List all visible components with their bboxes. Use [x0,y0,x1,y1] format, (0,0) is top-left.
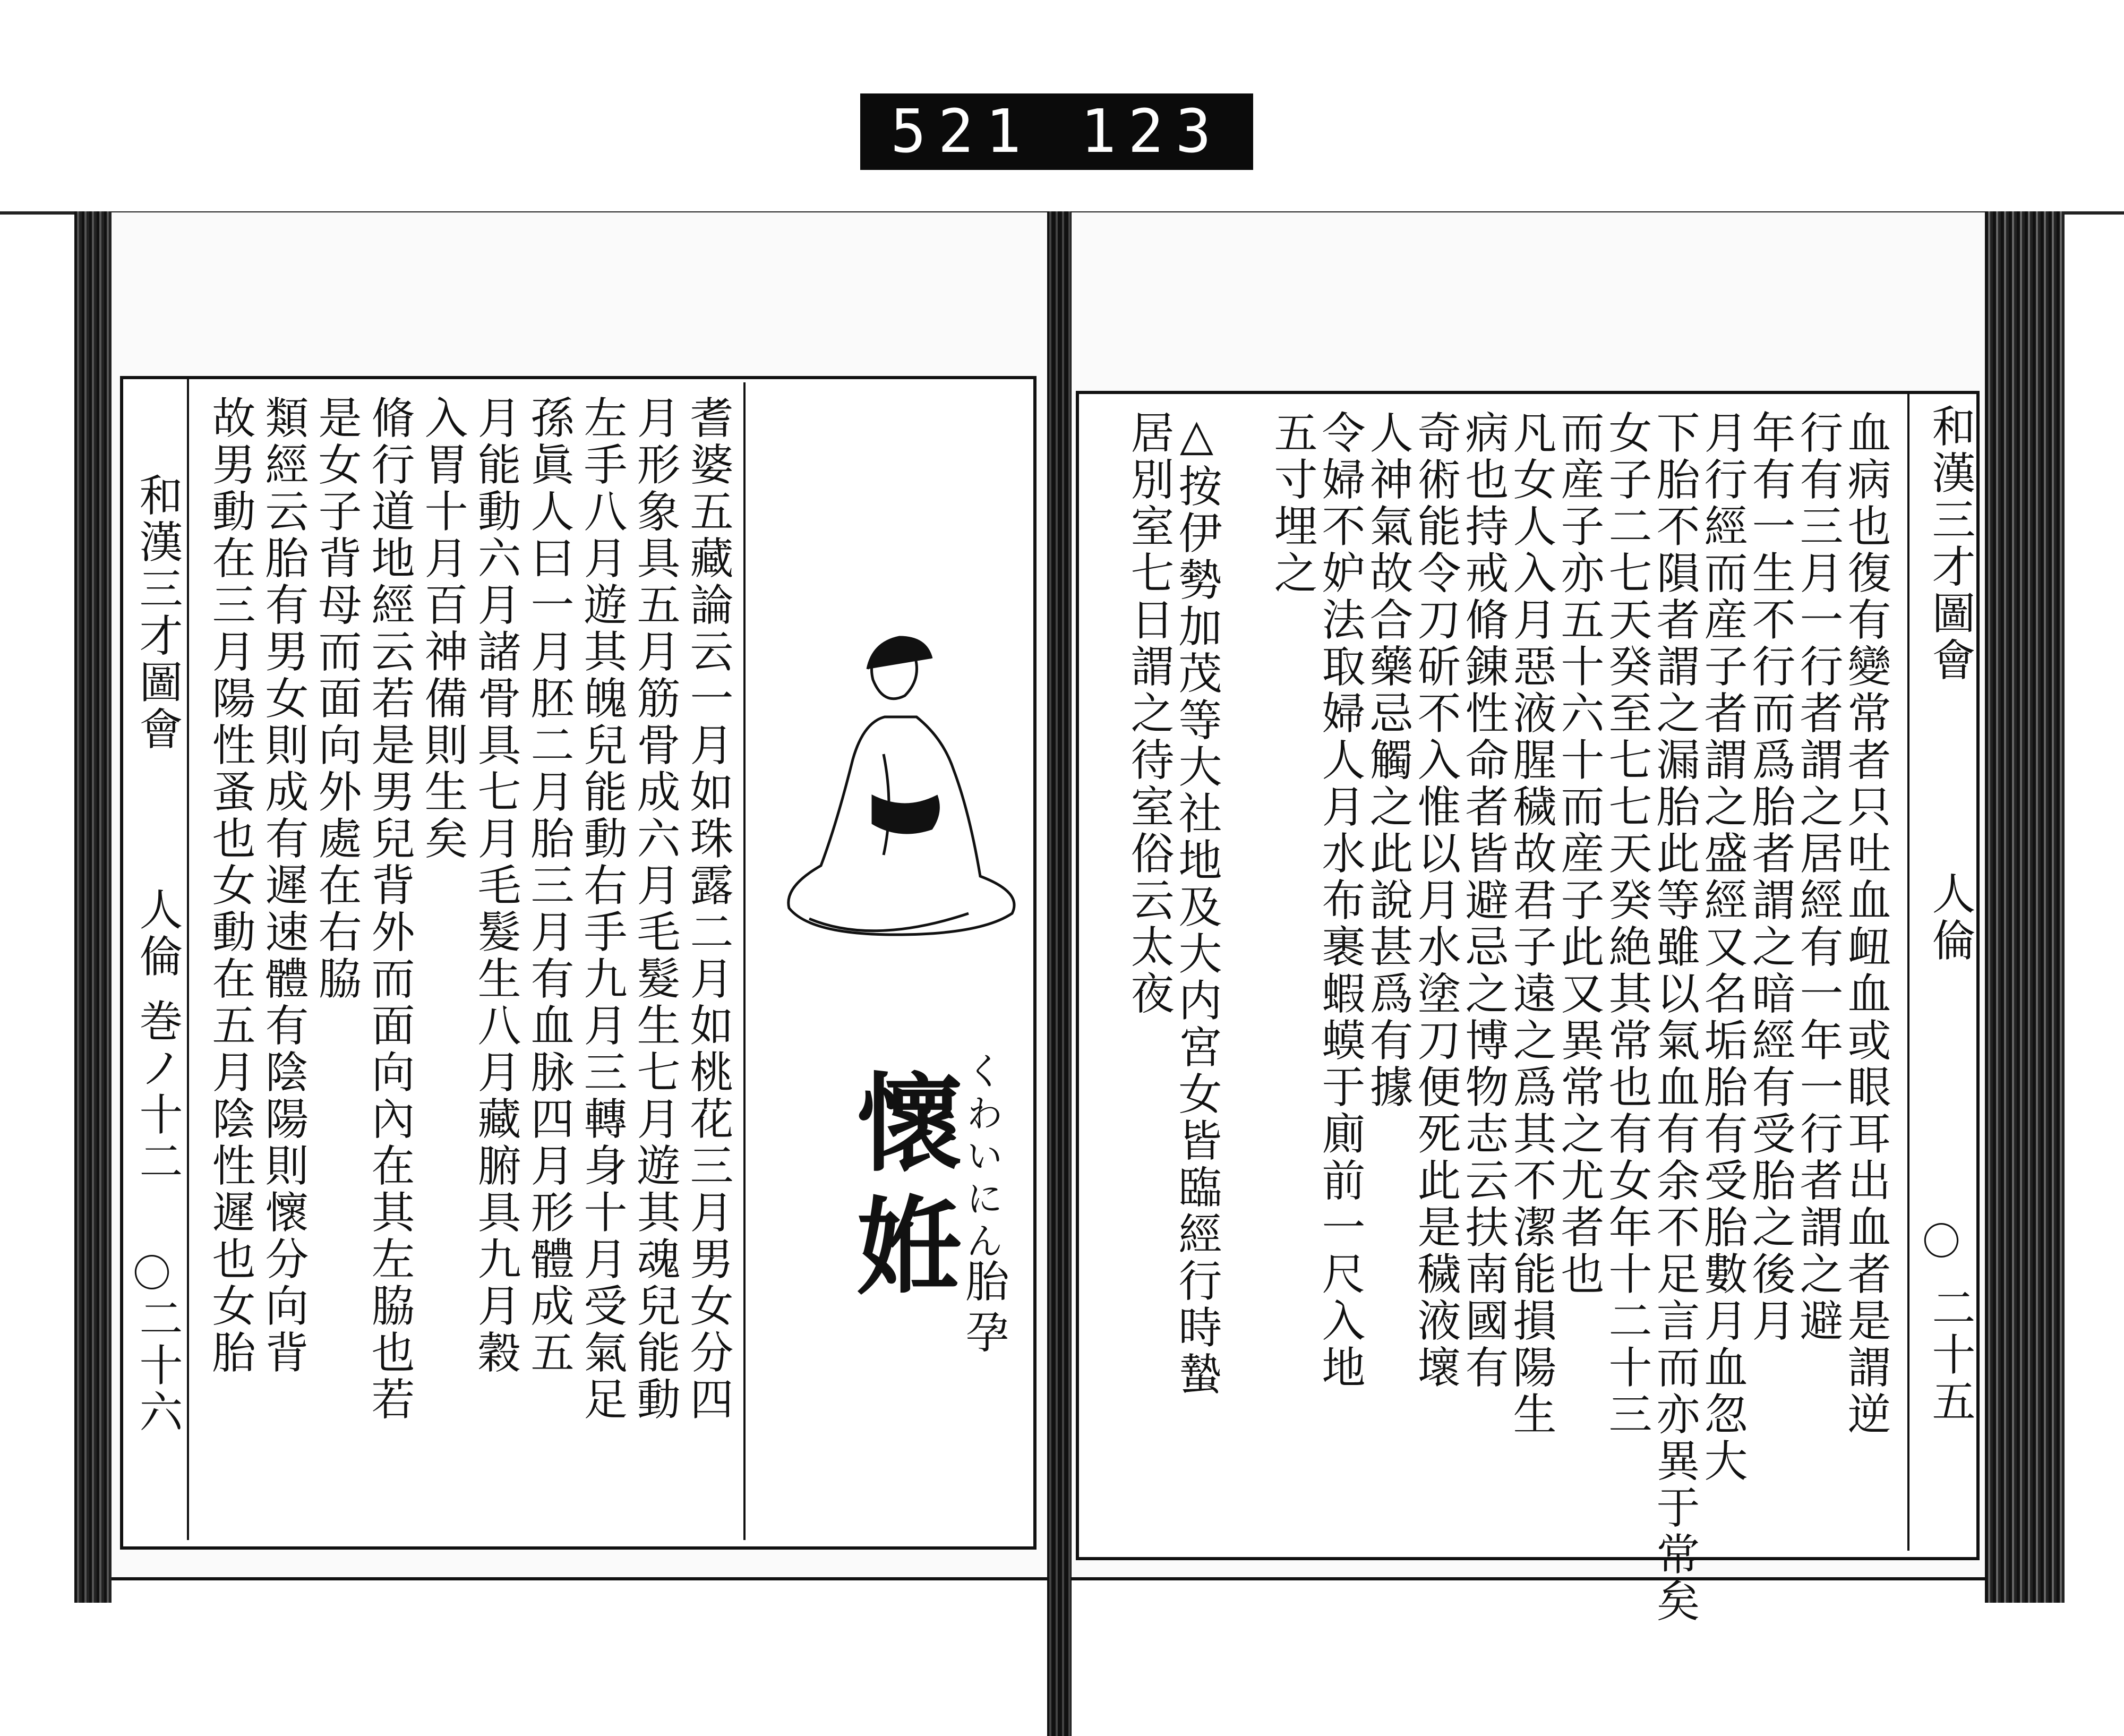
left-text-column: 入胃十月百神備則生矣 [417,395,468,862]
illustration-panel [743,382,1028,1011]
right-text-column: △按伊勢加茂等大社地及大内宮女皆臨經行時蟄 [1171,410,1222,1398]
left-page-number: 二十六 [132,1296,183,1436]
right-text-column: 月行經而産子者謂之盛經又名垢胎有受胎數月血忽大 [1697,410,1748,1485]
left-text-column: 左手八月遊其魄兒能動右手九月三轉身十月受氣足 [577,395,627,1423]
right-page-frame [1076,391,1980,1625]
right-text-column: 血病也復有變常者只吐血衄血或眼耳出血者是謂逆 [1840,410,1891,1438]
right-text-column: 年有一生不行而爲胎者謂之暗經有受胎之後月 [1745,410,1795,1345]
left-text-column: 是女子背母而面向外處在右脇 [311,395,362,1003]
seated-woman-illustration [746,382,1028,1009]
entry-title: 懷姙 [839,1067,964,1312]
right-sidebar-title: 和漢三才圖會 [1925,404,1975,684]
entry-heading-panel [743,1009,1028,1540]
right-sidebar-marker: 〇 [1922,1219,1961,1264]
right-text-column: 病也持戒脩錬性命者皆避忌之博物志云扶南國有 [1458,410,1509,1391]
right-text-column: 五寸埋之 [1267,410,1317,597]
archive-number-stamp: 521 123 [860,93,1253,170]
entry-subtitle: 胎孕 [958,1259,1009,1361]
right-text-column: 奇術能令刀斫不入惟以月水塗刀便死此是穢液壞 [1410,410,1461,1391]
right-text-column: 下胎不隕者謂之漏胎此等雖以氣血有余不足言而亦異于常矣 [1649,410,1700,1625]
book-spine [1047,211,1072,1736]
right-text-column: 女子二七天癸至七七天癸絶其常也有女年十二十三 [1601,410,1652,1438]
left-text-column: 耆婆五藏論云一月如珠露二月如桃花三月男女分四 [683,395,733,1423]
left-text-column: 故男動在三月陽性蚤也女動在五月陰性遲也女胎 [205,395,255,1376]
left-sidebar-title: 和漢三才圖會 [132,473,183,753]
right-text-column: 居別室七日謂之待室俗云太夜 [1124,410,1174,1017]
left-text-column: 月能動六月諸骨具七月毛髮生八月藏腑具九月穀 [470,395,521,1376]
right-text-column: 而産子亦五十六十而産子此又異常之尤者也 [1554,410,1604,1298]
left-sidebar-marker: 〇 [133,1251,172,1296]
left-sidebar-section: 人倫 [132,887,183,980]
right-book-edge [1985,211,2065,1603]
left-sidebar-volume: 巻ノ十二 [132,998,183,1185]
left-text-column: 孫眞人曰一月胚二月胎三月有血脉四月形體成五 [524,395,574,1376]
right-page-number: 二十五 [1925,1285,1975,1425]
right-text-column: 行有三月一行者謂之居經有一年一行者謂之避 [1793,410,1843,1345]
left-text-column: 脩行道地經云若是男兒背外而面向內在其左脇也若 [364,395,415,1423]
right-text-column: 凡女人入月惡液腥穢故君子遠之爲其不潔能損陽生 [1506,410,1556,1438]
left-text-column: 月形象具五月筋骨成六月毛髮生七月遊其魂兒能動 [630,395,680,1423]
entry-reading: くわいにん [960,1051,1004,1264]
right-text-column: 令婦不妒法取婦人月水布裹蝦蟆于廁前一尺入地 [1315,410,1365,1391]
left-text-column: 類經云胎有男女則成有遲速體有陰陽則懷分向背 [258,395,309,1376]
left-book-edge [74,211,112,1603]
right-text-column: 人神氣故合藥忌觸之此說甚爲有據 [1363,410,1413,1111]
right-sidebar-section: 人倫 [1925,871,1975,964]
